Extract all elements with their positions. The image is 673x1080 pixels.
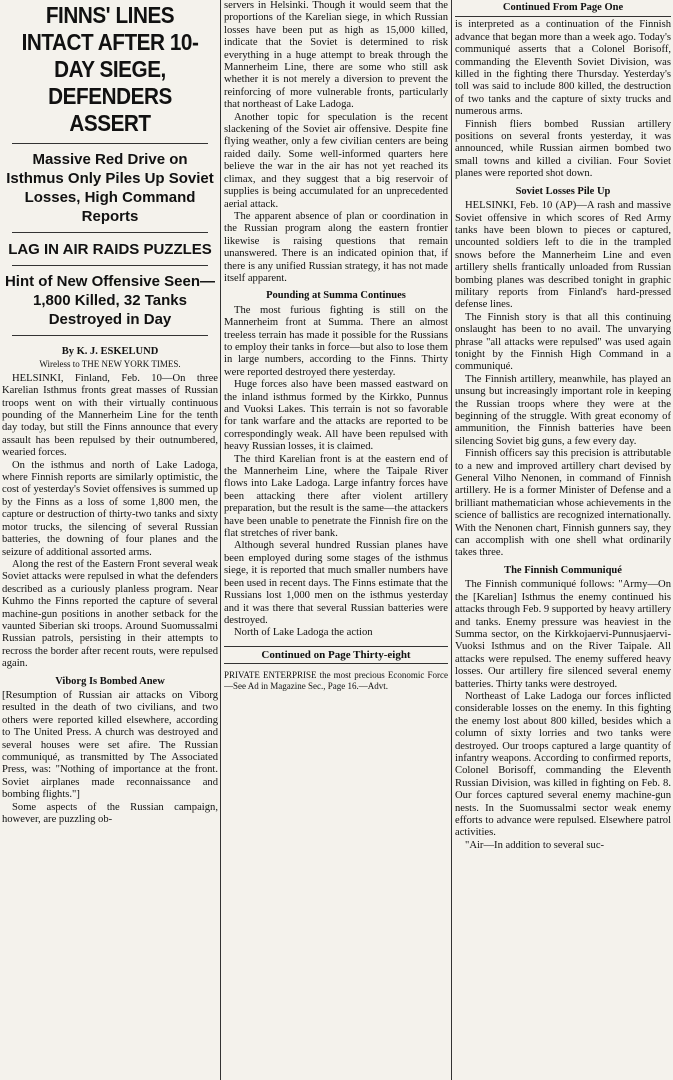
article-paragraph: HELSINKI, Feb. 10 (AP)—A rash and massive Soviet offensive in which scores of Red Army tanks have been blown to pieces or captured, uncounted soldiers left to die in the trampled snows before the Mannerheim Line and even artillery shells frantically unloaded from Russian bombing planes was described tonight in graphic military reports from Finland's hard-pressed defense lines. [455,200,671,311]
article-paragraph: The Finnish artillery, meanwhile, has played an unsung but increasingly important role in keeping the Russian troops where they were at the beginning of the struggle. With great economy of ammunition, the Finnish batteries have been silencing Soviet big guns, a few every day. [455,373,671,447]
article-paragraph: "Air—In addition to several suc- [465,839,605,851]
subhead: The Finnish Communiqué [504,564,622,576]
article-paragraph: servers in Helsinki. Though it would seem that the proportions of the Karelian siege, in which Russian losses have been put as high as 15,000 killed, indicate that the Soviet is determined to risk everything in a huge attempt to break through the Mannerheim Line, there are some who still ask whether it is not merely a diversion to prevent the reinforcing of more vulnerable fronts, particularly that northeast of Lake Ladoga. [224,0,448,111]
article-paragraph: is interpreted as a continuation of the Finnish advance that began more than a week ago. Today's communiqué asserts that a Colonel Borisoff, commanding the Eleventh Soviet Division, was killed in the fighting there Thursday. Yesterday's toll was said to include 800 killed, the destruction of two tanks and the capture of sixty trucks and numerous arms. [455,19,671,118]
article-paragraph: Finnish fliers bombed Russian artillery positions on several fronts yesterday, it was announced, while Russian airmen bombed two small towns and killed a civilian. Four Soviet planes were reported shot down. [455,118,671,180]
subhead: Soviet Losses Pile Up [515,185,611,197]
article-paragraph: Along the rest of the Eastern Front several weak Soviet attacks were repulsed in what the defenders described as a curiously planless program. Near Kuhmo the Finns reported the capture of several machine-gun positions in another setback for the vaunted Siberian ski troops. Around Suomussalmi Russian patrols, persisting in their attempts to recross the border after recent routs, were repulsed again. [2,558,218,670]
article-paragraph: HELSINKI, Finland, Feb. 10—On three Karelian Isthmus fronts great masses of Russian troops went on with their virtually continuous pounding of the Mannerheim Line for the tenth day today, but still the Finns announce that every assault has been repulsed by their outnumbered, wearied forces. [2,372,218,459]
article-paragraph: Northeast of Lake Ladoga our forces inflicted considerable losses on the enemy. In this fighting the enemy lost about 800 killed, besides which a column of sixty lorries and two tanks were destroyed. Our troops captured a large quantity of infantry weapons. According to confirmed reports, Colonel Borisoff, commanding the Eleventh Russian Division, was killed in fighting on Feb. 8. Our forces captured several enemy machine-gun nests. In the Suomussalmi sector weak enemy efforts to advance were repulsed. Elsewhere patrol activities. [455,690,671,839]
divider [12,143,208,144]
article-paragraph: North of Lake Ladoga the action [234,627,373,639]
continued-line: Continued From Page One [455,2,671,17]
deck-three: Hint of New Offensive Seen—1,800 Killed, 32 Tanks Destroyed in Day [4,273,216,328]
article-paragraph: The third Karelian front is at the eastern end of the Mannerheim Line, where the Taipale River flows into Lake Ladoga. Large infantry forces have been attacking there after violent artillery preparation, but the result is the same—the attackers have been unable to penetrate the Finnish fire on the flat stretches of river bank. [224,453,448,540]
column-two [224,0,448,1080]
article-paragraph: The apparent absence of plan or coordination in the Russian program along the eastern frontier likewise is raising questions that remain unanswered. There is an indicated opinion that, if there is any unified Russian strategy, it has not made itself apparent. [224,210,448,284]
article-paragraph: The Finnish communiqué follows: "Army—On the [Karelian] Isthmus the enemy continued his attacks through Feb. 9 supported by heavy artillery and tanks. Enemy pressure was heaviest in the Summa sector, on the Kirkkojaervi-Punnusjaervi-Vuoksi Isthmus and on the River Taipale. All attacks were repulsed. The enemy suffered heavy losses. Our artillery fire silenced several enemy batteries. Thirty tanks were destroyed. [455,579,671,690]
main-headline: FINNS' LINES INTACT AFTER 10-DAY SIEGE, DEFENDERS ASSERT [21,2,199,136]
deck-one: Massive Red Drive on Isthmus Only Piles Up Soviet Losses, High Command Reports [6,151,214,225]
divider [12,265,208,266]
article-paragraph: [Resumption of Russian air attacks on Viborg resulted in the death of two civilians, and two others were reported killed elsewhere, according to The United Press. A church was destroyed and several houses were set afire. The Russian communiqué, as transmitted by The Associated Press, was: "Nothing of importance at the front. Soviet airplanes made reconnaissance and bombing flights."] [2,689,218,801]
column-one [2,0,218,1080]
column-rule [451,0,452,1080]
subhead: Viborg Is Bombed Anew [55,675,165,687]
article-paragraph: Although several hundred Russian planes have been employed during some stages of the isthmus siege, it is reported that much smaller numbers have been used in recent days. The Finns estimate that the Russians lost 1,000 men on the isthmus yesterday and it was there that several Russian batteries were destroyed. [224,540,448,626]
column-three [455,0,671,1080]
article-paragraph: On the isthmus and north of Lake Ladoga, where Finnish reports are similarly optimistic, the cost of yesterday's Soviet offensives is summed up by the Finns as a loss of some 1,800 men, the capture or destruction of thirty-two tanks and sixty motor trucks, the silencing of several Russian batteries, the downing of four planes and the seizure of additional assorted arms. [2,459,218,558]
deck-two: LAG IN AIR RAIDS PUZZLES [8,241,212,258]
article-paragraph: Another topic for speculation is the recent slackening of the Soviet air offensive. Despite fine flying weather, only a few civilian centers are being raided daily. Some well-informed quarters here believe the war in the air has not yet reached its climax, and they suggest that a big reservoir of supplies is being accumulated for an unprecedented aerial attack. [224,111,448,210]
subhead: Pounding at Summa Continues [266,290,406,302]
article-paragraph: The most furious fighting is still on the Mannerheim front at Summa. There an almost treeless terrain has made it possible for the Russians to employ their tanks in force—but also to lose them in large numbers, according to the Finns. Thirty were reported destroyed there yesterday. [224,304,448,378]
column-rule [220,0,221,1080]
article-paragraph: Huge forces also have been massed eastward on the inland isthmus formed by the Kirkko, Punnus and Vuoksi Lakes. This terrain is not so favorable for tank warfare and the attacks are reported to be correspondingly weak. All have been repulsed with heavy Russian losses, it is claimed. [224,379,448,453]
article-paragraph: The Finnish story is that all this continuing onslaught has been to no avail. The unvarying phrase "all attacks were repulsed" was used again tonight by the Finnish High Command in a communiqué. [455,311,671,373]
article-paragraph: Finnish officers say this precision is attributable to a new and improved artillery chart devised by General Vilho Nenonen, in command of Finnish artillery. He is a former Minister of Defense and a brilliant mathematician whose achievements in the science of ballistics are recognized internationally. With the Nenonen chart, Finnish gunners say, they can accomplish with one shell what ordinarily takes three. [455,448,671,559]
divider [12,232,208,233]
divider [12,335,208,336]
wire-credit: Wireless to THE NEW YORK TIMES. [39,359,181,370]
article-paragraph: Some aspects of the Russian campaign, however, are puzzling ob- [2,801,218,826]
jump-line: Continued on Page Thirty-eight [224,646,448,664]
byline: By K. J. ESKELUND [61,346,159,357]
advertisement-note: PRIVATE ENTERPRISE the most precious Economic Force—See Ad in Magazine Sec., Page 16.—Advt. [224,670,448,691]
